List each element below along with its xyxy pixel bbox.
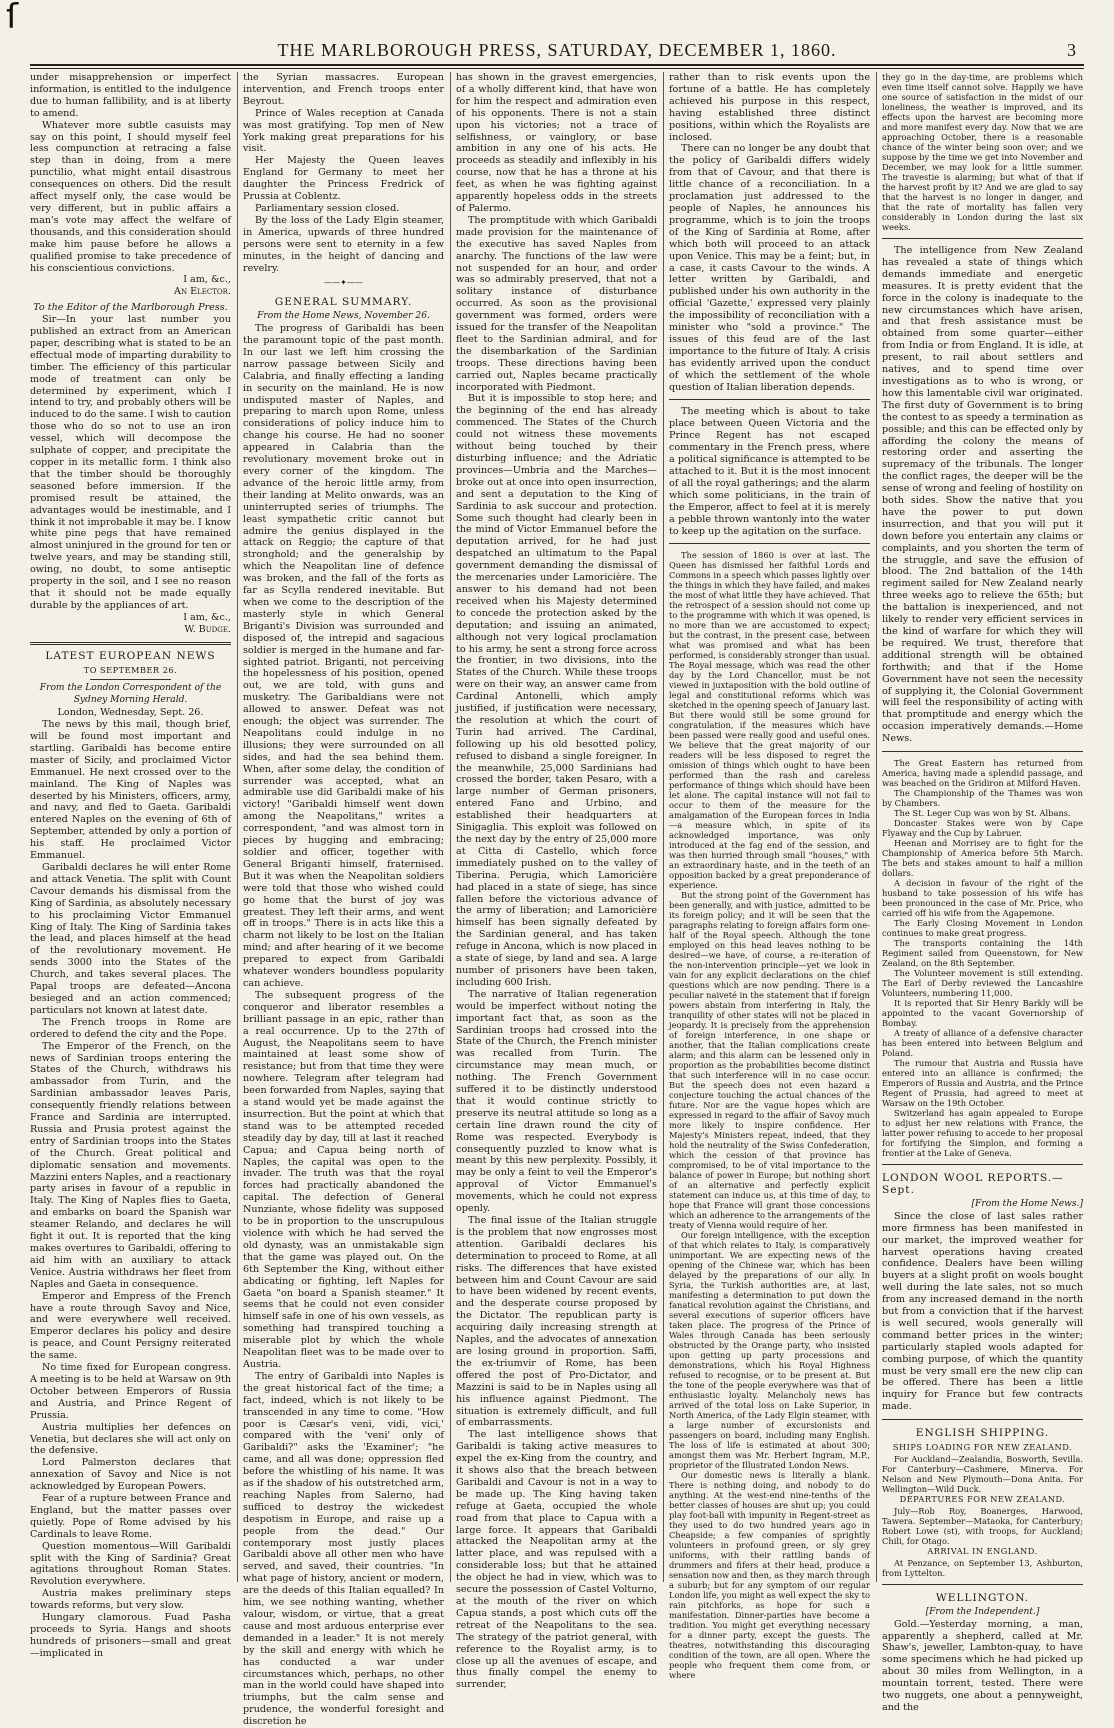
news-item: The rumour that Austria and Russia have entered into an alliance is confirmed; the Emperors of Russia and Austria, and the Prince Regent of Prussia, had agreed to meet at Warsaw on the 19th October.: [882, 1058, 1083, 1109]
paragraph: Garibaldi declares he will enter Rome and attack Venetia. The split with Count Cavour demands his dismissal from the King of Sardinia, as absolutely necessary to his proclaiming Victor Emmanuel King of Italy. The King of Sardinia takes the lead, and places himself at the head of the revolutionary movement. He sends 3000 into the States of the Church, and takes several places. The Papal troops are defeated—Ancona besieged and an action commenced; particulars not known at latest date.: [30, 862, 231, 1016]
divider: [882, 1164, 1083, 1165]
paragraph: The promptitude with which Garibaldi made provision for the maintenance of the executive has saved Naples from anarchy. The functions of the law were not suspended for an hour, and order was so admirably preserved, that not a solitary instance of disturbance occurred. As soon as the provisional government was formed, orders were issued for the transfer of the Neapolitan fleet to the Sardinian admiral, and for the disembarkation of the Sardinian troops. These directions having been carried out, Naples became practically incorporated with Piedmont.: [456, 214, 657, 393]
paragraph: The French troops in Rome are ordered to defend the city and the Pope.: [30, 1016, 231, 1040]
column-1: [30, 72, 231, 1659]
signature: I am, &c.,: [183, 611, 231, 623]
paragraph: The meeting which is about to take place between Queen Victoria and the Prince Regent has not escaped commentary in the French press, where a political significance is attempted to be attached to it. But it is the most innocent of all the royal gatherings; and the alarm which some politicians, in the train of the Emperor, affect to feel at it is merely a pebble thrown wantonly into the water to keep up the agitation on the surface.: [669, 406, 870, 537]
news-item: It is reported that Sir Henry Barkly will be appointed to the vacant Governorship of Bombay.: [882, 998, 1083, 1029]
page-number: 3: [1067, 40, 1076, 60]
news-item: Heenan and Morrisey are to fight for the Championship of America before 5th March. The bets and stakes amount to half a million dollars.: [882, 838, 1083, 879]
paragraph: The final issue of the Italian struggle is the problem that now engrosses most attention. Garibaldi declares his determination to proceed to Rome, at all risks. The differences that have existed between him and Count Cavour are said to have been widened by recent events, and the desperate course proposed by the Dictator. The republican party is acquiring daily increasing strength at Naples, and the advocates of annexation are losing ground in proportion. Saffi, the ex-triumvir of Rome, has been offered the post of Pro-Dictator, and Mazzini is said to be in Naples using all his influence against Piedmont. The situation is extremely difficult, and full of embarrassments.: [456, 1215, 657, 1429]
news-item: Switzerland has again appealed to Europe to adjust her new relations with France, the latter power refusing to accede to her proposal for fortifying the Simplon, and forming a frontier at the Lake of Geneva.: [882, 1108, 1083, 1159]
news-item: A treaty of alliance of a defensive character has been entered into between Belgium and Poland.: [882, 1028, 1083, 1059]
paragraph: Parliamentary session closed.: [255, 202, 400, 214]
section-heading: WELLINGTON.: [935, 1591, 1030, 1604]
signature: W. Budge.: [184, 623, 231, 635]
page-title: THE MARLBOROUGH PRESS, SATURDAY, DECEMBER 1, 1860.: [277, 40, 837, 60]
paragraph: Austria multiplies her defences on Venetia, but declares she will act only on the defensive.: [30, 1421, 231, 1457]
paragraph: has shown in the gravest emergencies, of a wholly different kind, that have won for him the respect and admiration even of his opponents. There is not a stain upon his victories; not a trace of selfishness, or vainglory, or base ambition in any one of his acts. He proceeds as steadily and inflexibly in his course, now that he has a throne at his feet, as when he was fighting against apparently hopeless odds in the streets of Palermo.: [456, 72, 657, 214]
section-heading: LATEST EUROPEAN NEWS: [45, 649, 216, 662]
corner-mark: ſ: [6, 0, 18, 37]
news-item: The St. Leger Cup was won by St. Albans.: [894, 808, 1071, 819]
column-2: [243, 72, 444, 1728]
news-item: A decision in favour of the right of the husband to take possession of his wife has been pronounced in the case of Mr. Price, who carried off his wife from the Agapemone.: [882, 878, 1083, 919]
paragraph: The news by this mail, though brief, will be found most important and startling. Garibaldi has become entire master of Sicily, and proclaimed Victor Emmanuel. He next crossed over to the mainland. The King of Naples was deserted by his Ministers, officers, army, and navy, and fled to Gaeta. Garibaldi entered Naples on the evening of 6th of September, attended by only a portion of his staff. He proclaimed Victor Emmanuel.: [30, 719, 231, 862]
paragraph: The last intelligence shows that Garibaldi is taking active measures to expel the ex-King from the country, and it shows also that the breach between Garibaldi and Cavour is not in a way to be made up. The King having taken refuge at Gaeta, occupied the whole road from that place to Capua with a large force. It appears that Garibaldi attacked the Neapolitan army at the latter place, and was repulsed with a considerable loss; but that he attained the object he had in view, which was to secure the possession of Castel Volturno, at the mouth of the river on which Capua stands, a post which cuts off the retreat of the Neapolitans to the sea. The strategy of the patriot general, with reference to the Royalist army, is to close up all the avenues of escape, and thus finally compel the enemy to surrender,: [456, 1429, 657, 1691]
paragraph: But the strong point of the Government has been generally, and with justice, admitted to be its foreign policy; and it will be seen that the paragraphs relating to foreign affairs form one-half of the Royal speech. Although the tone employed on this head leaves nothing to be desired—we have, of course, a re-iteration of the non-intervention principle—yet we look in vain for any explicit declarations on the chief questions which are now pending. There is a peculiar naiveté in the statement that if foreign powers abstain from interfering in Italy, the tranquility of other states will not be placed in jeopardy. It is precisely from the apprehension of foreign interference, in one shape or another, that the Italian complications create alarm; and this alarm can be lessened only in proportion as the probabilities become distinct that such interference will in no case occur. But the speech does not even hazard a conjecture touching the actual chances of the future. Nor are the vague hopes which are expressed in regard to the affair of Savoy much more likely to inspire confidence. Her Majesty's Ministers repeat, indeed, that they hold the neutrality of the Swiss Confederation, which the cession of that province has compromised, to be of vital importance to the balance of power in Europe; but nothing short of an alternative and perfectly explicit statement can induce us, at this time of day, to hope that France will grant those concessions which an adherence to the arrangements of the treaty of Vienna would require of her.: [669, 890, 870, 1231]
divider: [882, 1419, 1083, 1420]
section-heading: ENGLISH SHIPPING.: [915, 1427, 1050, 1440]
paragraph: Our domestic news is literally a blank. There is nothing doing, and nobody to do anything. At the west-end nine-tenths of the better classes of houses are shut up; you could play foot-ball with impunity in Regent-street as they used to do two hundred years ago in Cheapside; a few companies of sprightly volunteers in profound green, or sly grey uniforms, with their rattling bands of drummers and fifers at their head, produce a sensation now and then, as they march through a suburb; but for any symptom of our regular London life, you might as well expect the sky to rain pitchforks, as hope for such a manifestation. Dinner-parties have become a tradition. You might get everything necessary for a dinner party, except the guests. The theatres, notwithstanding this discouraging condition of the town, are all open. Where the people who frequent them come from, or where: [669, 1470, 871, 1681]
paragraph: For Auckland—Zealandia, Bosworth, Sevilla. For Canterbury—Cashmere, Minerva. For Nelson and New Plymouth—Dona Anita. For Wellington—Wild Duck.: [882, 1454, 1083, 1494]
paragraph: The Emperor of the French, on the news of Sardinian troops entering the States of the Church, withdraws his ambassador from Turin, and the Sardinian ambassador leaves Paris, consequently friendly relations between France and Sardinia are interrupted. Russia and Prusia protest against the entry of Sardinian troops into the States of the Church. Great political and diplomatic sensation and movements. Mazzini enters Naples, and a reactionary party arises in favour of a republic in Italy. The King of Naples flies to Gaeta, and embarks on board the Spanish war steamer Relando, and declares he will fight it out. It is reported that the king makes overtures to Garibaldi, offering to aid him with an auxiliary to attack Venice. Austria withdraws her fleet from Naples and Gaeta in consequence.: [30, 1040, 231, 1290]
paragraph: Lord Palmerston declares that annexation of Savoy and Nice is not acknowledged by European Powers.: [30, 1457, 231, 1493]
paragraph: By the loss of the Lady Elgin steamer, in America, upwards of three hundred persons were sent to eternity in a few minutes, in the height of dancing and revelry.: [243, 214, 444, 274]
column-rule: [876, 72, 877, 1582]
column-5: [882, 72, 1083, 1713]
news-item: The Volunteer movement is still extending. The Earl of Derby reviewed the Lancashire Volunteers, numbering 11,000.: [882, 968, 1083, 999]
divider: [882, 1584, 1083, 1585]
news-item: The Great Eastern has returned from America, having made a splendid passage, and was beached on the Gridiron at Milford Haven.: [882, 758, 1083, 789]
column-rule: [450, 72, 451, 1582]
paragraph: The entry of Garibaldi into Naples is the great historical fact of the time; a fact, indeed, which is not likely to be transcended in any time to come. "How poor is Cæsar's veni, vidi, vici,' compared with the 'veni' only of Garibaldi?" asks the 'Examiner'; "he came, and all was done; oppression fled before the whistling of his name. It was as if the shadow of his outstretched arm, reaching Naples from Salerno, had sufficed to destroy the wickedest despotism in Europe, and raise up a people from the dead." Our contemporary most justly places Garibaldi above all other men who have served, and saved, their countries. "In what page of history, ancient or modern, are the deeds of this Italian equalled? In him, we see nothing wanting, whether valour, wisdom, or virtue, that a great cause and most arduous enterprise ever demanded in a leader." It is not merely by the skill and energy with which he has conducted a war under circumstances which, perhaps, no other man in the world could have shaped into triumphs, but the calm sense and prudence, the wonderful foresight and discretion he: [243, 1370, 444, 1728]
divider: [669, 399, 870, 400]
header-rule-thin: [30, 68, 1084, 69]
paragraph: Prince of Wales reception at Canada was most gratifying. Top men of New York making great preparations for his visit.: [243, 107, 444, 155]
paragraph: Question momentous—Will Garibaldi split with the King of Sardinia? Great agitations throughout Roman States. Revolution everywhere.: [30, 1540, 231, 1588]
paragraph: they go in the day-time, are problems which even time itself cannot solve. Happily we have one source of satisfaction in the midst of our loneliness, the weather is improved, and its effects upon the harvest are becoming more and more manifest every day. Now that we are approaching October, there is a reasonable chance of the winter being soon over; and we suppose by the time we get into November and December, we may look for a little summer. The travestie is alarming; but what of that if the harvest profit by it? And we are glad to say that the harvest is no longer in danger, and that the rate of mortality has fallen very considerably in London during the last six weeks.: [882, 72, 1083, 232]
paragraph: Fear of a rupture between France and England, but the matter passes over quietly. Pope of Rome advised by his Cardinals to leave Rome.: [30, 1493, 231, 1540]
section-heading: GENERAL SUMMARY.: [274, 296, 413, 309]
column-4: [669, 72, 871, 1681]
paragraph: Since the close of last sales rather more firmness has been manifested in our market, the improved weather for harvest operations having created confidence. Dealers have been willing buyers at a slight profit on wools bought well during the late sales, not so much from any increased demand in the north but from a conviction that if the harvest is well secured, wools generally will command better prices in the winter; particularly stapled wools adapted for combing purpose, of which the quantity must be very small ere the new clip can be offered. There has been a little inquiry for France but few contracts made.: [882, 1210, 1083, 1413]
paragraph: Sir—In your last number you published an extract from an American paper, describing what is stated to be an effectual mode of imparting durability to timber. The efficiency of this particular mode of treatment can only be determined by experiment, which I intend to try, and probably others will be induced to do the same. I wish to caution those who do so not to use an iron vessel, which will decompose the sulphate of copper, and precipitate the copper in its metallic form. I think also that the timber should be thoroughly seasoned before immersion. If the promised result be attained, the advantages would be inestimable, and I think it not improbable it may be. I know white pine pegs that have remained almost uninjured in the ground for ten or twelve years, and may be standing still, owing, no doubt, to some antiseptic property in the soil, and I see no reason that it should not be made equally durable by the appliances of art.: [30, 314, 231, 611]
paragraph: The narrative of Italian regeneration would be imperfect without noting the important fact that, as soon as the Sardinian troops had crossed into the State of the Church, the French minister was recalled from Turin. The circumstance may mean much, or nothing. The French Government suffered it to be distinctly understood that it would continue strictly to preserve its neutral attitude so long as a certain line drawn round the city of Rome was respected. Everybody is consequently puzzled to know what is meant by this new perplexity. Possibly, it may be only a feint to veil the Emperor's approval of Victor Emmanuel's movements, which he could not express openly.: [456, 988, 657, 1215]
section-subheading: DEPARTURES FOR NEW ZEALAND.: [899, 1494, 1066, 1504]
paragraph: At Penzance, on September 13, Ashburton, from Lyttelton.: [882, 1557, 1083, 1578]
paragraph: rather than to risk events upon the fortune of a battle. He has completely achieved his purpose in this respect, having established three distinct positions, within which the Royalists are inclosed.: [669, 72, 870, 143]
paragraph: Whatever more subtle casuists may say on this point, I should myself feel less compunction at retracing a false step than in doing, from a mere punctilio, what might entail disastrous consequences on others. Did the result affect myself only, the case would be very different, but in public affairs a man's vote may affect the welfare of thousands, and this consideration should make him pause before he allows a qualified promise to take precedence of his conscientious convictions.: [30, 119, 231, 274]
column-rule: [237, 72, 238, 1582]
paragraph: No time fixed for European congress. A meeting is to be held at Warsaw on 9th October between Emperors of Russia and Austria, and Prince Regent of Prussia.: [30, 1362, 231, 1421]
source-line: From the Home News, November 26.: [257, 311, 430, 322]
source-line: [From the Home News.]: [971, 1198, 1083, 1209]
paragraph: The intelligence from New Zealand has revealed a state of things which demands immediate and energetic measures. It is pretty evident that the force in the colony is inadequate to the new circumstances which have arisen, and that fresh assistance must be obtained from some quarter—either from India or from England. It is idle, at present, to rail about settlers and natives, and to spend time over investigations as to who is wrong, or how this lamentable civil war originated. The first duty of Government is to bring the contest to as speedy a termination as possible; and this can be effected only by affording the colony the means of restoring order and asserting the supremacy of the tribunals. The longer the conflict rages, the deeper will be the sense of wrong and feeling of hostility on both sides. Show the native that you have the power to put down insurrection, and that you will put it down before you entertain any claims or complaints, and you shorten the term of the struggle, and save the effusion of blood. The 2nd battalion of the 14th regiment sailed for New Zealand nearly three weeks ago to relieve the 65th; but the battalion is inexperienced, and not likely to render very efficient services in the kind of warfare for which they will be required. We trust, therefore that additional strength will be obtained forthwith; and that if the Home Government have not seen the necessity of supplying it, the Colonial Government will feel the responsibility of acting with that promptitude and energy which the occasion imperatively demands.—Home News.: [882, 245, 1083, 745]
dateline: London, Wednesday, Sept. 26.: [57, 707, 204, 719]
columns: [30, 72, 1084, 1728]
paragraph: the Syrian massacres. European intervention, and French troops enter Beyrout.: [243, 72, 444, 107]
source-line: [From the Independent.]: [925, 1606, 1040, 1617]
divider: [90, 679, 170, 680]
paragraph: under misapprehension or imperfect information, is entitled to the indulgence due to human fallibility, and is at liberty to amend.: [30, 72, 231, 119]
ornament: ——✦——: [324, 278, 363, 288]
divider: [882, 751, 1083, 752]
paragraph: July—Rob Roy, Boanerges, Harwood, Tawera. September—Mataoka, for Canterbury; Robert Lowe (st), with troops, for Auckland; Chili, for Otago.: [882, 1505, 1083, 1546]
paragraph: Her Majesty the Queen leaves England for Germany to meet her daughter the Princess Fredrick of Prussia at Coblentz.: [243, 155, 444, 203]
paragraph: Our foreign intelligence, with the exception of that which relates to Italy, is comparatively unimportant. We are expecting news of the opening of the Chinese war, which has been delayed by the preparations of our ally. In Syria, the Turkish authorities are, at last, manifesting a determination to put down the fanatical revolution against the Christians, and several executions of superior officers have taken place. The progress of the Prince of Wales through Canada has been seriously obstructed by the Orange party, who insisted upon getting up party processions and demonstrations, which his Royal Highness refused to recognise, or to be present at. But the tone of the people everywhere was that of enthusiastic loyalty. Melancholy news has arrived of the total loss on Lake Superior, in North America, of the Lady Elgin steamer, with a large number of excursionists and passengers on board, including many English. The loss of life is estimated at about 300; amongst them was Mr. Herbert Ingram, M.P., proprietor of the Illustrated London News.: [669, 1230, 870, 1471]
paragraph: But it is impossible to stop here; and the beginning of the end has already commenced. The States of the Church could not witness these movements without being touched by their disturbing influence; and the Adriatic provinces—Umbria and the Marches—broke out at once into open insurrection, and sent a deputation to the King of Sardinia to ask succour and protection. Some such thought had clearly been in the mind of Victor Emmanuel before the deputation arrived, for he had just despatched an ultimatum to the Papal government demanding the dismissal of the mercenaries under Lamoricière. The answer to his demand had not been received when his Majesty determined to concede the protection asked by the deputation; and issuing an animated, although not very logical proclamation to his army, he sent a strong force across the frontier, in two divisions, into the States of the Church. While these troops were on their way, an answer came from Cardinal Antonelli, which amply justified, if justification were necessary, the resolution at which the court of Turin had arrived. The Cardinal, following up his old besotted policy, refused to disband a single foreigner. In the meanwhile, 25,000 Sardinians had crossed the border, taken Pesaro, with a large number of German prisoners, entered Fano and Urbino, and established their headquarters at Sinigaglia. This exploit was followed on the next day by the entry of 25,000 more at Citta di Castello, which force immediately pushed on to the valley of Tiberina. Perugia, which Lamoricière had placed in a state of siege, has since fallen before the victorious advance of the army of liberation; and Lamoricière himself has been signally defeated by the Sardinian general, and has taken refuge in Ancona, which is now placed in a state of siege, by land and sea. A large number of prisoners have been taken, including 600 Irish.: [456, 393, 657, 988]
header-rule: [30, 64, 1084, 66]
paragraph: Hungary clamorous. Fuad Pasha proceeds to Syria. Hangs and shoots hundreds of prisoners—small and great—implicated in: [30, 1612, 231, 1659]
news-item: The transports containing the 14th Regiment sailed from Queenstown, for New Zealand, on the 8th September.: [882, 938, 1083, 969]
section-subheading: TO SEPTEMBER 26.: [83, 664, 178, 675]
paragraph: Gold.—Yesterday morning, a man, apparently a shepherd, called at Mr. Shaw's, jeweller, Lambton-quay, to have some specimens which he had picked up about 30 miles from Wellington, in a mountain torrent, tested. There were two nuggets, one about a pennyweight, and the: [882, 1618, 1083, 1713]
section-subheading: SHIPS LOADING FOR NEW ZEALAND.: [892, 1442, 1073, 1453]
letter-heading: To the Editor of the Marlborough Press.: [33, 302, 228, 314]
paragraph: There can no longer be any doubt that the policy of Garibaldi differs widely from that of Cavour, and that there is little chance of a reconciliation. In a proclamation just addressed to the people of Naples, he announces his programme, which is to join the troops of the King of Sardinia at Rome, after which both will proceed to an attack upon Venice. This may be a feint; but, in a case, it casts Cavour to the winds. A letter written by Garibaldi, and published under his own authority in the official 'Gazette,' expressed very plainly the impossibility of reconciliation with a minister who "sold a province." The issues of this feud are of the last importance to the future of Italy. A crisis has evidently arrived upon the conduct of which the settlement of the whole question of Italian liberation depends.: [669, 143, 870, 393]
column-rule: [663, 72, 664, 1582]
section-heading: LONDON WOOL REPORTS.—Sept.: [882, 1172, 1064, 1196]
news-item: The Championship of the Thames was won by Chambers.: [882, 788, 1083, 809]
news-item: Doncaster Stakes were won by Cape Flyaway and the Cup by Labruer.: [882, 818, 1083, 839]
column-3: [456, 72, 657, 1691]
divider: [882, 238, 1083, 239]
divider: [669, 543, 870, 544]
paragraph: Austria makes preliminary steps towards reforms, but very slow.: [30, 1588, 231, 1612]
news-item: The Early Closing Movement in London continues to make great progress.: [882, 918, 1083, 939]
divider: [30, 642, 231, 645]
signature: I am, &c.,: [183, 274, 231, 286]
signature: An Elector.: [174, 286, 231, 298]
paragraph: The session of 1860 is over at last. The Queen has dismissed her faithful Lords and Commons in a speech which passes lightly over the things in which they have failed, and makes the most of what little they have achieved. That the retrospect of a session should not come up to the programme with which it was opened, is no more than we are accustomed to expect; but the contrast, in the present case, between what was promised and what has been performed, is considerably stronger than usual. The Royal message, which was read the other day by the Lord Chancellor, must be not viewed in juxtaposition with the bold outline of legal and constitutional reforms which was sketched in the opening speech of January last. But there would still be some ground for congratulation, if the measures which have been passed were really good and useful ones. We believe that the great majority of our readers will be less disposed to regret the omission of things which ought to have been performed than the rash and careless performance of things which should have been let alone. The capital instance will not fail to occur to them of the measure for the amalgamation of the European forces in India—a measure which, in spite of its acknowledged importance, was only introduced at the fag end of the session, and was then hurried through small "houses," with an extraordinary haste, and in the teeth of an opposition backed by a great preponderance of experience.: [669, 550, 870, 891]
paragraph: The subsequent progress of the conqueror and liberator resembles a brilliant passage in an epic, rather than a real occurrence. Up to the 27th of August, the Neapolitans seem to have maintained at least some show of resistance; but from that time they were nowhere. Telegram after telegram had been forwarded from Naples, saying that a stand would yet be made against the insurrection. But the point at which that stand was to be attempted receded steadily day by day, till at last it reached Capua; and Capua being north of Naples, the capital was open to the invader. The truth was that the royal forces had practically abandoned the capital. The defection of General Nunziante, whose fidelity was supposed to be in proportion to the unscrupulous violence with which he had served the old dynasty, was an unmistakable sign that the game was played out. On the 6th September the King, without either abdicating or fighting, left Naples for Gaeta "on board a Spanish steamer." It seems that he could not even consider himself safe in one of his own vessels, as something had transpired touching a miserable plot by which the whole Neapolitan fleet was to be made over to Austria.: [243, 989, 444, 1370]
source-line: From the London Correspondent of the Sydney Morning Herald.: [39, 683, 222, 706]
paragraph: Emperor and Empress of the French have a route through Savoy and Nice, and were everywhere well received. Emperor declares his policy and desire is peace, and Count Persigny reiterated the same.: [30, 1290, 231, 1362]
paragraph: The progress of Garibaldi has been the paramount topic of the past month. In our last we left him crossing the narrow passage between Sicily and Calabria, and finally effecting a landing in security on the mainland. He is now undisputed master of Naples, and preparing to march upon Rome, unless considerations of policy induce him to change his course. He had no sooner appeared in Calabria than the revolutionary movement broke out in every corner of the kingdom. The advance of the heroic little army, from their landing at Melito onwards, was an uninterrupted series of triumphs. The least sympathetic critic cannot but admire the genius displayed in the attack on Reggio; the capture of that stronghold; and the generalship by which the Neapolitan line of defence was broken, and the fall of the forts as far as Scylla rendered inevitable. But when we come to the description of the masterly style in which General Briganti's Division was surrounded and disposed of, the intrepid and sagacious soldier is merged in the humane and far-sighted patriot. Briganti, not perceiving the hopelessness of his position, opened out, we are told, with guns and musketry. The Garibaldians were not allowed to answer. Defeat was not enough; the object was surrender. The Neapolitans could indulge in no illusions; they were surrounded on all sides, and had the sea behind them. When, after some delay, the condition of surrender was accepted, what an admirable use did Garibaldi make of his victory! "Garibaldi himself went down among the Neapolitans," writes a correspondent, "and was almost torn in pieces by hugging and embracing; soldier and officer, together with General Briganti himself, fraternised. But it was when the Neapolitan soldiers were told that those who wished could go home that the burst of joy was greatest. They left their arms, and went off in troops." There is in acts like this a charm not likely to be lost on the Italian mind; and after hearing of it we become prepared to expect from Garibaldi whatever wonders boundless popularity can achieve.: [243, 323, 444, 989]
section-subheading: ARRIVAL IN ENGLAND.: [927, 1545, 1038, 1556]
